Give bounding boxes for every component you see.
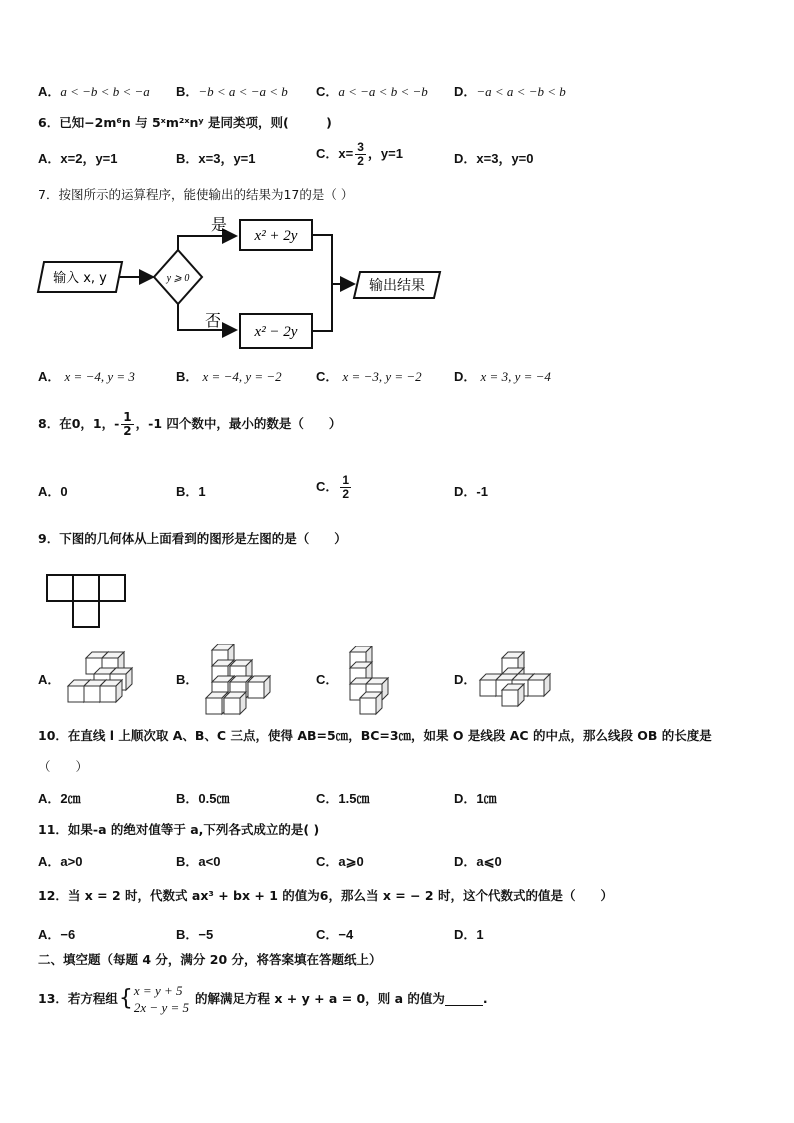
q13-stem xyxy=(38,982,488,1016)
q9-top-view-figure xyxy=(46,574,128,628)
yes-label: 是 xyxy=(210,215,228,234)
q10-option-a[interactable]: A．2㎝ xyxy=(38,791,81,806)
q9-option-d[interactable]: D． xyxy=(454,672,477,687)
cube xyxy=(248,676,270,698)
fraction xyxy=(340,474,351,501)
q6-option-a[interactable]: A．x=2，y=1 xyxy=(38,151,118,166)
option-math: a < −a < b < −b xyxy=(338,84,428,99)
option-text: C．x= xyxy=(316,145,354,161)
q11-stem: 11．如果-a 的绝对值等于 a,下列各式成立的是( ) xyxy=(38,822,320,837)
grid-square xyxy=(99,575,125,601)
q10-stem: 10．在直线 l 上顺次取 A、B、C 三点，使得 AB=5㎝，BC=3㎝，如果 O 是线段 AC 的中点，那么线段 OB 的长度是 xyxy=(38,728,712,743)
q12-option-d[interactable]: D．1 xyxy=(454,927,484,942)
q12-option-a[interactable]: A．−6 xyxy=(38,927,76,942)
fraction-denominator: 2 xyxy=(357,154,364,168)
q11-option-b[interactable]: B．a<0 xyxy=(176,854,221,869)
fraction xyxy=(121,411,133,438)
q8-option-d[interactable]: D．-1 xyxy=(454,484,488,499)
q12-option-c[interactable]: C．−4 xyxy=(316,927,354,942)
option-label: D． xyxy=(454,369,477,384)
cube xyxy=(502,684,524,706)
answer-blank[interactable] xyxy=(445,993,483,1006)
option-label: C． xyxy=(316,369,339,384)
cube xyxy=(528,674,550,696)
stem-text: 13．若方程组 xyxy=(38,991,118,1006)
yes-arrow xyxy=(178,236,236,250)
q8-stem xyxy=(38,411,341,438)
brace: { xyxy=(118,986,133,1011)
q9-solid-d xyxy=(476,650,556,708)
option-math: −b < a < −a < b xyxy=(198,84,288,99)
q7-option-c[interactable] xyxy=(316,368,422,387)
section-heading: 二、填空题（每题 4 分，满分 20 分，将答案填在答题纸上） xyxy=(38,952,382,967)
output-label: 输出结果 xyxy=(369,278,425,294)
q11-option-d[interactable]: D．a⩽0 xyxy=(454,854,502,869)
equation-system xyxy=(134,982,189,1016)
q12-stem: 12．当 x = 2 时，代数式 ax³ + bx + 1 的值为6，那么当 x = − 2 时，这个代数式的值是（ ） xyxy=(38,888,613,903)
q5-option-a[interactable] xyxy=(38,83,150,102)
q6-option-b[interactable]: B．x=3，y=1 xyxy=(176,151,256,166)
q6-option-c[interactable] xyxy=(316,141,403,168)
q7-option-b[interactable] xyxy=(176,368,282,387)
option-label: A． xyxy=(38,84,61,99)
stem-text: . xyxy=(482,991,488,1006)
q9-solid-c xyxy=(342,646,406,716)
q11-option-a[interactable]: A．a>0 xyxy=(38,854,83,869)
q9-option-b[interactable]: B． xyxy=(176,672,199,687)
option-math: x = −4, y = −2 xyxy=(202,369,282,384)
grid-square xyxy=(73,601,99,627)
q12-option-b[interactable]: B．−5 xyxy=(176,927,214,942)
option-label: C． xyxy=(316,478,339,494)
q5-option-c[interactable] xyxy=(316,83,428,102)
q9-solid-a xyxy=(64,648,142,710)
fraction-numerator: 1 xyxy=(342,473,350,487)
q7-stem: 7．按图所示的运算程序，能使输出的结果为17的是（ ） xyxy=(38,187,354,202)
cube xyxy=(224,692,246,714)
q5-option-d[interactable] xyxy=(454,83,566,102)
q11-option-c[interactable]: C．a⩾0 xyxy=(316,854,364,869)
q10-option-b[interactable]: B．0.5㎝ xyxy=(176,791,230,806)
condition-label: y ⩾ 0 xyxy=(166,273,190,284)
cube xyxy=(360,692,382,714)
merge-line xyxy=(312,235,332,331)
option-math: x = −4, y = 3 xyxy=(64,369,135,384)
q10-option-d[interactable]: D．1㎝ xyxy=(454,791,497,806)
q9-option-c[interactable]: C． xyxy=(316,672,339,687)
top-expression: x² + 2y xyxy=(254,228,298,244)
q9-stem: 9．下图的几何体从上面看到的图形是左图的是（ ） xyxy=(38,531,347,546)
grid-square xyxy=(73,575,99,601)
fraction-denominator: 2 xyxy=(342,487,350,501)
option-label: D． xyxy=(454,84,477,99)
fraction-denominator: 2 xyxy=(123,424,132,438)
bottom-expression: x² − 2y xyxy=(254,324,298,340)
q7-option-a[interactable] xyxy=(38,368,135,387)
option-label: B． xyxy=(176,84,199,99)
option-label: C． xyxy=(316,84,339,99)
equation-1: x = y + 5 xyxy=(133,983,183,998)
stem-text: 的解满足方程 x + y + a = 0，则 a 的值为 xyxy=(195,991,445,1006)
q8-option-b[interactable]: B．1 xyxy=(176,484,206,499)
q10-stem-cont: （ ） xyxy=(38,759,89,774)
q6-stem: 6．已知−2m⁶n 与 5ˣm²ˣnʸ 是同类项，则( ) xyxy=(38,115,332,130)
option-math: a < −b < b < −a xyxy=(60,84,150,99)
input-label: 输入 x, y xyxy=(53,271,107,286)
q7-option-d[interactable] xyxy=(454,368,551,387)
equation-2: 2x − y = 5 xyxy=(133,1000,189,1015)
q6-option-d[interactable]: D．x=3，y=0 xyxy=(454,151,534,166)
q8-option-c[interactable] xyxy=(316,474,353,501)
option-label: A． xyxy=(38,369,61,384)
q9-option-a[interactable]: A． xyxy=(38,672,61,687)
option-math: −a < a < −b < b xyxy=(476,84,566,99)
option-math: x = −3, y = −2 xyxy=(342,369,422,384)
q10-option-c[interactable]: C．1.5㎝ xyxy=(316,791,370,806)
stem-text: ，-1 四个数中，最小的数是（ ） xyxy=(135,416,342,431)
q7-flowchart xyxy=(36,210,456,358)
option-label: B． xyxy=(176,369,199,384)
option-text: ，y=1 xyxy=(367,145,403,161)
stem-text: 8．在0，1，- xyxy=(38,416,120,431)
no-label: 否 xyxy=(204,311,222,330)
fraction-numerator: 3 xyxy=(357,140,364,154)
grid-square xyxy=(47,575,73,601)
fraction-numerator: 1 xyxy=(123,410,132,424)
q8-option-a[interactable]: A．0 xyxy=(38,484,68,499)
option-math: x = 3, y = −4 xyxy=(480,369,551,384)
q9-solid-b xyxy=(202,644,278,716)
cube xyxy=(100,680,122,702)
fraction xyxy=(355,141,366,168)
q5-option-b[interactable] xyxy=(176,83,288,102)
